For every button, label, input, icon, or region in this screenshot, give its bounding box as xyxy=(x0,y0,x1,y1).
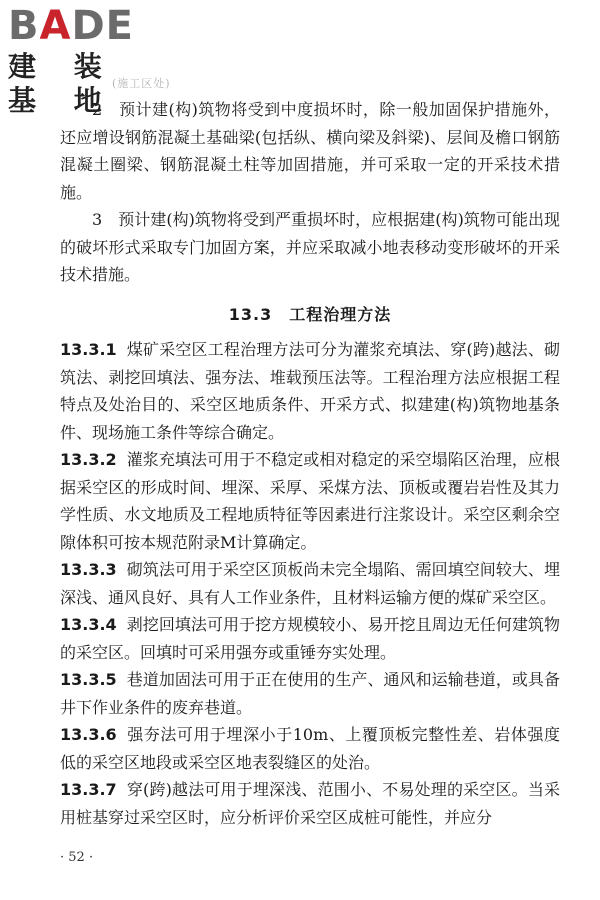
clause-13-3-7: 13.3.7 穿(跨)越法可用于埋深浅、范围小、不易处理的采空区。当采用桩基穿过采空区时，应分析评价采空区成桩可能性，并应分 xyxy=(60,780,560,827)
section-title: 13.3 工程治理方法 xyxy=(228,304,392,324)
clause-13-3-6: 13.3.6 强夯法可用于埋深小于10m、上覆顶板完整性差、岩体强度低的采空区地段或采空区地表裂缝区的处治。 xyxy=(60,725,560,772)
clause-13-3-2: 13.3.2 灌浆充填法可用于不稳定或相对稳定的采空塌陷区治理，应根据采空区的形成时间、埋深、采厚、采煤方法、顶板或覆岩岩性及其力学性质、水文地质及工程地质特征等因素进行注浆设计。采空区剩余空隙体积可按本规范附录M计算确定。 xyxy=(60,450,560,552)
page-number: · 52 · xyxy=(60,850,94,865)
paragraph-item-2: 2 预计建(构)筑物将受到中度损坏时，除一般加固保护措施外，还应增设钢筋混凝土基础梁(包括纵、横向梁及斜梁)、层间及檐口钢筋混凝土圈梁、钢筋混凝土柱等加固措施，并可采取一定的开采技术措施。 xyxy=(60,100,560,202)
clause-13-3-4: 13.3.4 剥挖回填法可用于挖方规模较小、易开挖且周边无任何建筑物的采空区。回填时可采用强夯或重锤夯实处理。 xyxy=(60,615,560,662)
clause-13-3-3: 13.3.3 砌筑法可用于采空区顶板尚未完全塌陷、需回填空间较大、埋深浅、通风良好、具有人工作业条件，且材料运输方便的煤矿采空区。 xyxy=(60,560,560,607)
logo-subtitle: 建 装 基 地 xyxy=(8,50,116,117)
clause-13-3-5: 13.3.5 巷道加固法可用于正在使用的生产、通风和运输巷道，或具备井下作业条件的废弃巷道。 xyxy=(60,670,560,717)
logo-wordmark: BADE xyxy=(8,3,134,49)
document-body xyxy=(60,96,560,831)
faded-header-text: (施工区处) xyxy=(112,77,171,90)
clause-13-3-1: 13.3.1 煤矿采空区工程治理方法可分为灌浆充填法、穿(跨)越法、砌筑法、剥挖回填法、强夯法、堆载预压法等。工程治理方法应根据工程特点及处治目的、采空区地质条件、开采方式、拟建建(构)筑物地基条件、现场施工条件等综合确定。 xyxy=(60,340,560,442)
paragraph-item-3: 3 预计建(构)筑物将受到严重损坏时，应根据建(构)筑物可能出现的破坏形式采取专门加固方案，并应采取减小地表移动变形破坏的开采技术措施。 xyxy=(60,210,560,284)
